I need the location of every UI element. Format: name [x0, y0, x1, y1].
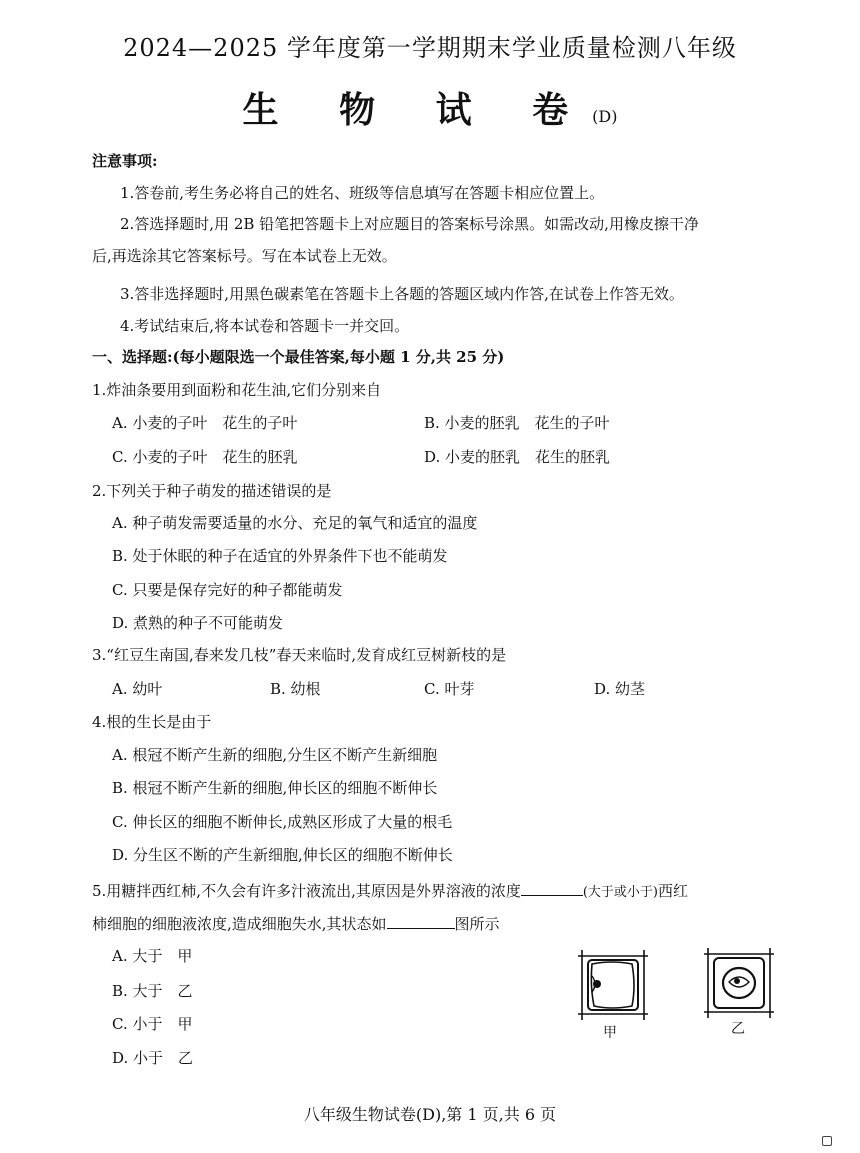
figure-label-jia: 甲	[603, 1025, 617, 1041]
notice-item-3: 3.答非选择题时,用黑色碳素笔在答题卡上各题的答题区域内作答,在试卷上作答无效。	[120, 285, 684, 303]
q5-stem-part1: 5.用糖拌西红柿,不久会有许多汁液流出,其原因是外界溶液的浓度	[92, 882, 521, 900]
subject-name: 生 物 试 卷	[242, 89, 593, 131]
q5-option-b: B. 大于 乙	[112, 982, 193, 1000]
q4-option-d: D. 分生区不断的产生新细胞,伸长区的细胞不断伸长	[112, 846, 453, 864]
notice-item-1: 1.答卷前,考生务必将自己的姓名、班级等信息填写在答题卡相应位置上。	[120, 184, 605, 202]
q5-stem-line2-b: 图所示	[454, 915, 500, 933]
q5-stem-line1	[92, 879, 688, 903]
q2-option-d: D. 煮熟的种子不可能萌发	[112, 614, 284, 632]
q5-option-a: A. 大于 甲	[112, 947, 193, 965]
notice-heading: 注意事项:	[92, 152, 158, 170]
q1-option-c: C. 小麦的子叶 花生的胚乳	[112, 448, 298, 466]
q3-option-c: C. 叶芽	[424, 680, 475, 698]
q2-stem: 2.下列关于种子萌发的描述错误的是	[92, 482, 332, 500]
cell-figure-yi	[704, 946, 774, 1020]
page-footer: 八年级生物试卷(D),第 1 页,共 6 页	[303, 1105, 557, 1124]
q3-option-d: D. 幼茎	[594, 680, 646, 698]
subject-title	[0, 82, 860, 133]
q1-stem: 1.炸油条要用到面粉和花生油,它们分别来自	[92, 381, 382, 399]
q1-option-b: B. 小麦的胚乳 花生的子叶	[424, 414, 610, 432]
q3-option-b: B. 幼根	[270, 680, 321, 698]
q5-option-c: C. 小于 甲	[112, 1015, 193, 1033]
variant-label: (D)	[592, 107, 618, 126]
q5-answer-blank-2	[387, 912, 455, 929]
notice-item-2-cont: 后,再选涂其它答案标号。写在本试卷上无效。	[92, 247, 397, 265]
q5-option-d: D. 小于 乙	[112, 1049, 194, 1067]
scanner-watermark-icon	[822, 1136, 832, 1146]
q5-stem-part2: 西红	[658, 882, 689, 900]
q4-stem: 4.根的生长是由于	[92, 713, 212, 731]
q5-stem-hint: (大于或小于)	[582, 885, 659, 900]
q4-option-a: A. 根冠不断产生新的细胞,分生区不断产生新细胞	[112, 746, 438, 764]
q5-stem-line2	[92, 912, 500, 934]
q3-option-a: A. 幼叶	[112, 680, 163, 698]
q2-option-b: B. 处于休眠的种子在适宜的外界条件下也不能萌发	[112, 547, 448, 565]
q3-stem: 3.“红豆生南国,春来发几枝”春天来临时,发育成红豆树新枝的是	[92, 646, 507, 664]
notice-item-4: 4.考试结束后,将本试卷和答题卡一并交回。	[120, 317, 410, 335]
q4-option-b: B. 根冠不断产生新的细胞,伸长区的细胞不断伸长	[112, 779, 438, 797]
q4-option-c: C. 伸长区的细胞不断伸长,成熟区形成了大量的根毛	[112, 813, 453, 831]
q2-option-a: A. 种子萌发需要适量的水分、充足的氧气和适宜的温度	[112, 514, 478, 532]
q1-option-d: D. 小麦的胚乳 花生的胚乳	[424, 448, 611, 466]
figure-label-yi: 乙	[731, 1021, 745, 1037]
notice-item-2: 2.答选择题时,用 2B 铅笔把答题卡上对应题目的答案标号涂黑。如需改动,用橡皮擦干净	[120, 215, 699, 233]
cell-figure-jia	[578, 948, 648, 1022]
section-heading: 一、选择题:(每小题限选一个最佳答案,每小题 1 分,共 25 分)	[92, 348, 505, 366]
q5-stem-line2-a: 柿细胞的细胞液浓度,造成细胞失水,其状态如	[92, 915, 387, 933]
exam-title: 2024—2025 学年度第一学期期末学业质量检测八年级	[123, 34, 737, 62]
q2-option-c: C. 只要是保存完好的种子都能萌发	[112, 581, 343, 599]
q5-answer-blank-1	[521, 879, 583, 896]
q1-option-a: A. 小麦的子叶 花生的子叶	[112, 414, 298, 432]
